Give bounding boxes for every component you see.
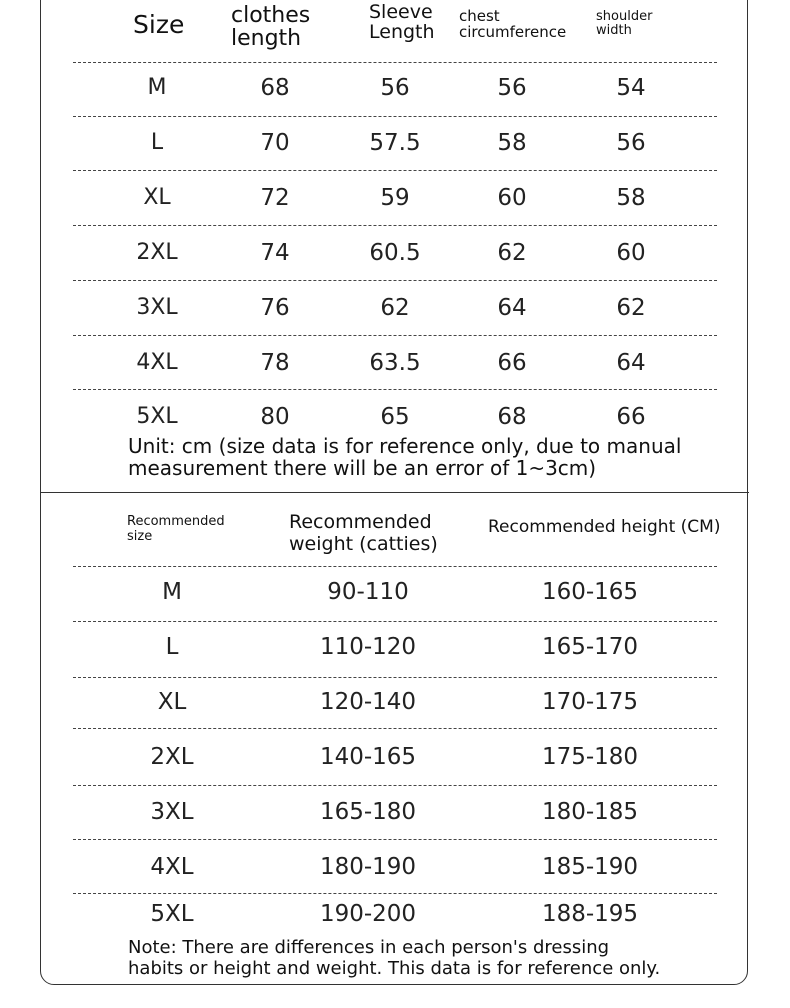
cell-chest: 66 — [497, 350, 527, 376]
cell-size: 3XL — [136, 295, 178, 320]
cell-length: 78 — [260, 350, 290, 376]
header-chest-line1: chest — [459, 7, 500, 25]
cell-length: 72 — [260, 185, 290, 211]
cell-size: 2XL — [136, 240, 178, 265]
table-rule — [73, 389, 717, 390]
cell-rec-size: L — [165, 634, 179, 660]
cell-shoulder: 54 — [616, 75, 646, 101]
cell-sleeve: 57.5 — [369, 130, 421, 156]
cell-sleeve: 63.5 — [369, 350, 421, 376]
header-size: Size — [133, 10, 185, 39]
cell-size: M — [147, 75, 167, 100]
cell-rec-weight: 190-200 — [319, 901, 417, 927]
header-chest-circumference — [459, 9, 566, 41]
cell-rec-height: 170-175 — [541, 689, 639, 715]
table-row — [0, 75, 790, 105]
table-row — [0, 854, 790, 884]
reference-note-line2: habits or height and weight. This data is for reference only. — [128, 958, 661, 979]
cell-rec-weight: 120-140 — [319, 689, 417, 715]
size-unit-note-line1: Unit: cm (size data is for reference only, due to manual — [128, 434, 682, 458]
cell-rec-height: 160-165 — [541, 579, 639, 605]
cell-rec-size: 4XL — [150, 854, 194, 880]
table-row — [0, 240, 790, 270]
header-shoulder-line1: shoulder — [596, 9, 653, 24]
cell-sleeve: 56 — [380, 75, 410, 101]
cell-rec-height: 185-190 — [541, 854, 639, 880]
cell-chest: 56 — [497, 75, 527, 101]
cell-length: 68 — [260, 75, 290, 101]
table-rule — [73, 621, 717, 622]
table-rule — [73, 677, 717, 678]
cell-sleeve: 62 — [380, 295, 410, 321]
header-sleeve-line1: Sleeve — [369, 1, 433, 23]
cell-rec-size: 3XL — [150, 799, 194, 825]
header-shoulder-line2: width — [596, 23, 632, 39]
cell-chest: 58 — [497, 130, 527, 156]
table-rule — [73, 785, 717, 786]
table-rule — [73, 566, 717, 567]
cell-rec-size: M — [162, 579, 182, 605]
section-divider — [40, 492, 749, 493]
cell-rec-weight: 180-190 — [319, 854, 417, 880]
cell-rec-size: 2XL — [150, 744, 194, 770]
cell-size: 5XL — [136, 404, 178, 429]
cell-shoulder: 64 — [616, 350, 646, 376]
table-rule — [73, 335, 717, 336]
table-row — [0, 634, 790, 664]
table-rule — [73, 893, 717, 894]
table-rule — [73, 280, 717, 281]
table-row — [0, 404, 790, 434]
header-clothes-length — [231, 4, 310, 50]
table-rule — [73, 728, 717, 729]
cell-sleeve: 65 — [380, 404, 410, 430]
cell-rec-size: 5XL — [150, 901, 194, 927]
size-unit-note-line2: measurement there will be an error of 1~3cm) — [128, 456, 597, 480]
header-rec-weight-line1: Recommended — [289, 511, 432, 533]
cell-rec-height: 175-180 — [541, 744, 639, 770]
cell-shoulder: 58 — [616, 185, 646, 211]
cell-sleeve: 59 — [380, 185, 410, 211]
cell-chest: 60 — [497, 185, 527, 211]
table-row — [0, 744, 790, 774]
size-unit-note — [128, 435, 681, 479]
cell-length: 70 — [260, 130, 290, 156]
table-row — [0, 295, 790, 325]
reference-note-line1: Note: There are differences in each person's dressing — [128, 937, 610, 958]
table-row — [0, 799, 790, 829]
header-rec-weight-line2: weight (catties) — [289, 532, 438, 555]
cell-length: 74 — [260, 240, 290, 266]
cell-shoulder: 66 — [616, 404, 646, 430]
table-row — [0, 350, 790, 380]
cell-shoulder: 62 — [616, 295, 646, 321]
header-sleeve-length — [369, 3, 435, 43]
cell-chest: 68 — [497, 404, 527, 430]
header-sleeve-line2: Length — [369, 20, 435, 43]
cell-shoulder: 60 — [616, 240, 646, 266]
cell-rec-weight: 140-165 — [319, 744, 417, 770]
cell-chest: 62 — [497, 240, 527, 266]
header-chest-line2: circumference — [459, 22, 567, 41]
cell-length: 80 — [260, 404, 290, 430]
header-recommended-weight — [289, 512, 438, 556]
cell-rec-size: XL — [157, 689, 187, 715]
cell-sleeve: 60.5 — [369, 240, 421, 266]
cell-rec-height: 188-195 — [541, 901, 639, 927]
header-rec-size-line2: size — [127, 528, 153, 544]
cell-rec-height: 180-185 — [541, 799, 639, 825]
cell-length: 76 — [260, 295, 290, 321]
table-rule — [73, 170, 717, 171]
reference-note — [128, 937, 660, 979]
cell-rec-weight: 110-120 — [319, 634, 417, 660]
table-rule — [73, 62, 717, 63]
cell-chest: 64 — [497, 295, 527, 321]
table-row — [0, 579, 790, 609]
cell-size: XL — [143, 185, 171, 210]
table-rule — [73, 116, 717, 117]
cell-shoulder: 56 — [616, 130, 646, 156]
table-row — [0, 901, 790, 931]
cell-rec-weight: 90-110 — [327, 579, 409, 605]
table-rule — [73, 225, 717, 226]
table-row — [0, 185, 790, 215]
table-row — [0, 689, 790, 719]
cell-size: 4XL — [136, 350, 178, 375]
header-recommended-size — [127, 515, 225, 545]
table-row — [0, 130, 790, 160]
header-rec-size-line1: Recommended — [127, 514, 225, 529]
cell-rec-height: 165-170 — [541, 634, 639, 660]
header-recommended-height: Recommended height (CM) — [488, 517, 721, 537]
table-rule — [73, 839, 717, 840]
header-shoulder-width — [596, 10, 652, 39]
header-clothes-length-line1: clothes — [231, 3, 311, 28]
cell-size: L — [150, 130, 164, 155]
header-clothes-length-line2: length — [231, 26, 302, 52]
cell-rec-weight: 165-180 — [319, 799, 417, 825]
